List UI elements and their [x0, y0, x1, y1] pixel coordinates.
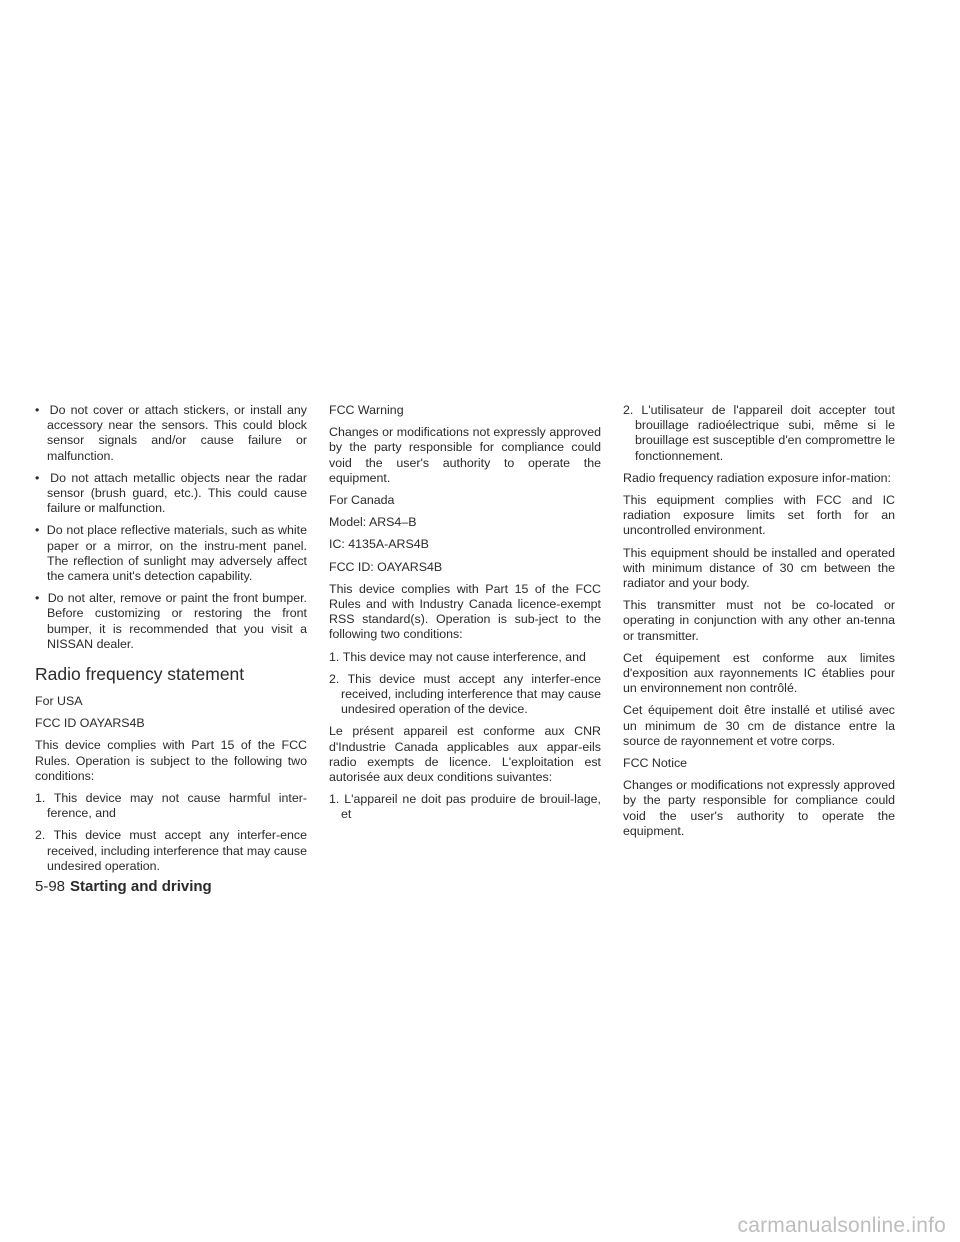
numbered-item: [623, 403, 895, 464]
item-number: 2.: [35, 828, 46, 843]
for-usa-label: For USA: [35, 694, 83, 709]
item-text: This device may not cause harmful inter-ference, and: [47, 791, 308, 821]
numbered-item: [329, 650, 601, 665]
section-title: Starting and driving: [70, 878, 212, 895]
numbered-item: [329, 672, 601, 718]
item-number: 2.: [329, 671, 340, 686]
bullet-item: [35, 471, 307, 517]
ic-line: IC: 4135A-ARS4B: [329, 537, 429, 552]
item-number: 1.: [35, 791, 46, 806]
fr-exposure-paragraph: Cet équipement est conforme aux limites d'exposition aux rayonnements IC établies pour un environnement non contrôlé.: [623, 650, 895, 696]
page-number: 5-98: [35, 878, 66, 895]
item-number: 1.: [329, 792, 340, 807]
column-right: [623, 403, 895, 846]
section-heading: Radio frequency statement: [35, 664, 245, 685]
bullet-text: Do not alter, remove or paint the front bumper. Before customizing or restoring the front bumper, it is recommended that you visit a NISSAN dealer.: [47, 591, 307, 651]
item-number: 2.: [623, 403, 634, 417]
item-text: L'utilisateur de l'appareil doit accepter tout brouillage radioélectrique subi, même si le brouillage est susceptible d'en compromettre le fonctionnement.: [635, 403, 896, 463]
fcc-notice-text: Changes or modifications not expressly approved by the party responsible for compliance could void the user's authority to operate the equipment.: [623, 778, 895, 838]
canada-intro: This device complies with Part 15 of the FCC Rules and with Industry Canada licence-exempt RSS standard(s). Operation is sub-ject to the following two conditions:: [329, 581, 601, 642]
item-number: 1.: [329, 649, 340, 664]
bullet-item: [35, 523, 307, 584]
numbered-item: [35, 828, 307, 874]
column-middle: [329, 403, 601, 830]
rf-distance-paragraph: This equipment should be installed and operated with minimum distance of 30 cm between the radiator and your body.: [623, 545, 895, 591]
fr-distance-paragraph: Cet équipement doit être installé et utilisé avec un minimum de 30 cm de distance entre la source de rayonnement et votre corps.: [623, 703, 895, 748]
fcc-id-canada: FCC ID: OAYARS4B: [329, 559, 443, 574]
fcc-notice-title: FCC Notice: [623, 756, 688, 771]
item-text: This device must accept any interfer-ence received, including interference that may cause undesired operation of the device.: [341, 671, 601, 717]
column-left: [35, 403, 307, 881]
usa-intro: This device complies with Part 15 of the FCC Rules. Operation is subject to the following two conditions:: [35, 738, 307, 783]
french-intro: Le présent appareil est conforme aux CNR d'Industrie Canada applicables aux appar-eils radio exempts de licence. L'exploitation est autorisée aux deux conditions suivantes:: [329, 724, 601, 785]
bullet-mark: •: [35, 591, 48, 606]
fcc-id-usa: FCC ID OAYARS4B: [35, 716, 145, 731]
item-text: This device may not cause interference, and: [342, 649, 586, 664]
for-canada-label: For Canada: [329, 493, 395, 508]
rf-exposure-paragraph: This equipment complies with FCC and IC radiation exposure limits set forth for an uncontrolled environment.: [623, 493, 895, 538]
bullet-text: Do not place reflective materials, such as white paper or a mirror, on the instru-ment panel. The reflection of sunlight may adversely affect the camera unit's detection capability.: [46, 523, 307, 584]
item-text: This device must accept any interfer-ence received, including interference that may cause undesired operation.: [47, 828, 307, 873]
bullet-mark: •: [35, 523, 47, 538]
page-footer: [35, 878, 212, 896]
watermark: carmanualsonline.info: [737, 1214, 946, 1237]
numbered-item: [35, 791, 307, 821]
bullet-text: Do not cover or attach stickers, or install any accessory near the sensors. This could block sensor signals and/or cause failure or malfunction.: [47, 403, 307, 463]
numbered-item: [329, 792, 601, 822]
fcc-warning-text: Changes or modifications not expressly approved by the party responsible for compliance could void the user's authority to operate the equipment.: [329, 425, 601, 485]
rf-colocation-paragraph: This transmitter must not be co-located or operating in conjunction with any other an-tenna or transmitter.: [623, 598, 895, 643]
bullet-mark: •: [35, 470, 51, 485]
bullet-item: [35, 403, 307, 464]
item-text: L'appareil ne doit pas produire de brouil-lage, et: [341, 792, 602, 822]
bullet-text: Do not attach metallic objects near the radar sensor (brush guard, etc.). This could cause failure or malfunction.: [47, 470, 308, 516]
model-line: Model: ARS4–B: [329, 515, 417, 530]
rf-exposure-heading: Radio frequency radiation exposure infor-mation:: [623, 470, 891, 485]
bullet-mark: •: [35, 403, 50, 417]
fcc-warning-title: FCC Warning: [329, 403, 404, 417]
bullet-item: [35, 591, 307, 652]
